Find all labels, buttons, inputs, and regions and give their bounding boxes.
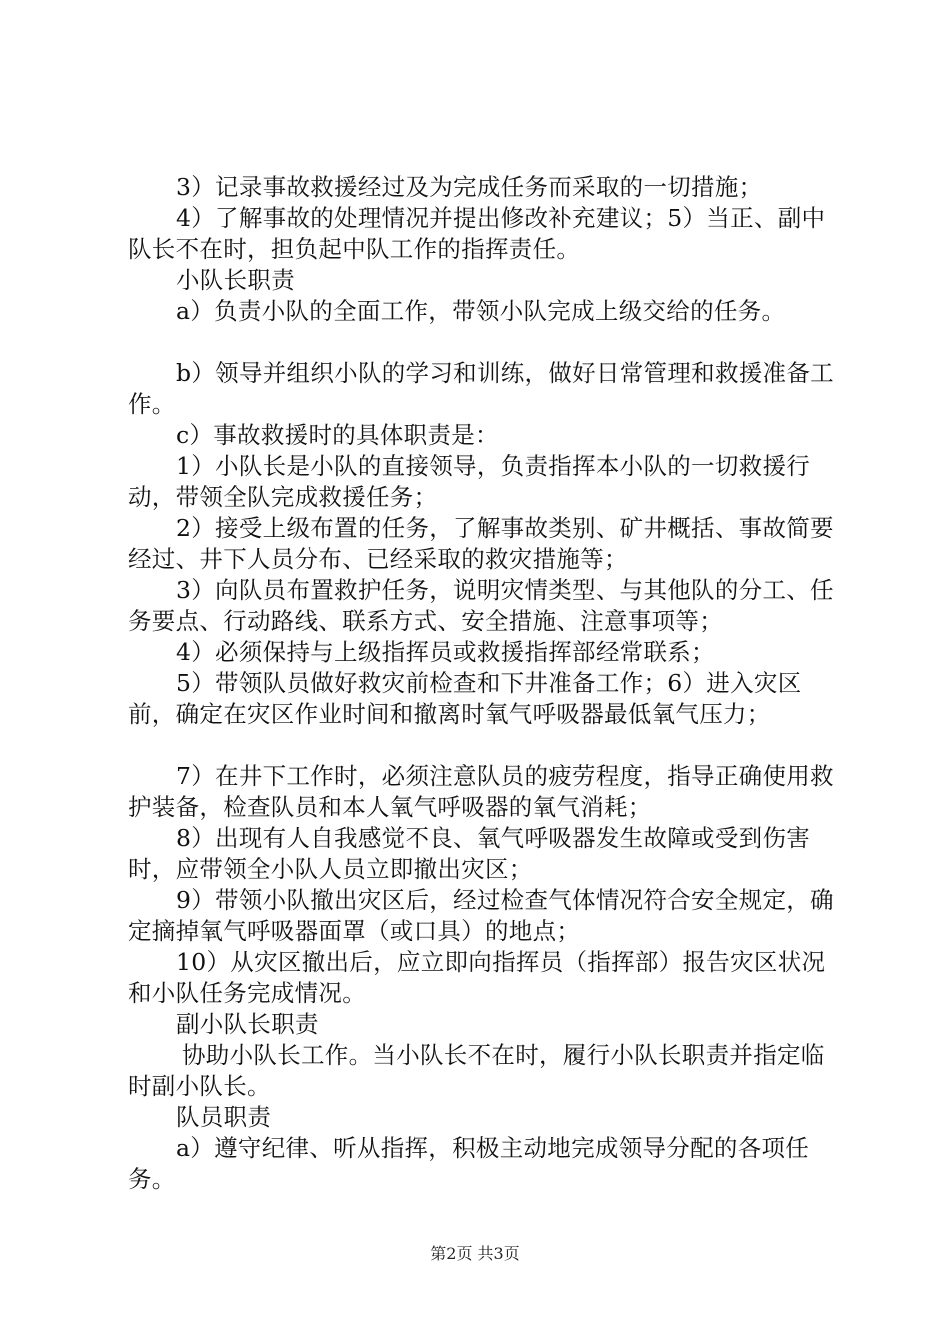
heading-squad-leader-duties: 小队长职责 [176, 266, 295, 294]
paragraph-spacer [128, 327, 840, 358]
paragraph-squad-training: b）领导并组织小队的学习和训练，做好日常管理和救援准备工作。 [128, 359, 834, 418]
paragraph-record-rescue: 3）记录事故救援经过及为完成任务而采取的一切措施； [176, 173, 763, 201]
paragraph-duty-8: 8）出现有人自我感觉不良、氧气呼吸器发生故障或受到伤害时，应带领全小队人员立即撤出灾区； [128, 824, 811, 883]
document-body [128, 172, 840, 1195]
paragraph-duty-7: 7）在井下工作时，必须注意队员的疲劳程度，指导正确使用救护装备，检查队员和本人氧气呼吸器的氧气消耗； [128, 762, 834, 821]
paragraph-specific-duties: c）事故救援时的具体职责是： [176, 421, 499, 449]
heading-deputy-squad-leader-duties: 副小队长职责 [176, 1010, 319, 1038]
paragraph-understand-handling: 4）了解事故的处理情况并提出修改补充建议；5）当正、副中队长不在时，担负起中队工作的指挥责任。 [128, 204, 826, 263]
paragraph-duty-4: 4）必须保持与上级指挥员或救援指挥部经常联系； [176, 638, 715, 666]
paragraph-duty-9: 9）带领小队撤出灾区后，经过检查气体情况符合安全规定，确定摘掉氧气呼吸器面罩（或口具）的地点； [128, 886, 834, 945]
paragraph-duty-10: 10）从灾区撤出后，应立即向指挥员（指挥部）报告灾区状况和小队任务完成情况。 [128, 948, 826, 1007]
paragraph-duty-1: 1）小队长是小队的直接领导，负责指挥本小队的一切救援行动，带领全队完成救援任务； [128, 452, 811, 511]
paragraph-spacer [128, 730, 840, 761]
page-number-footer: 第2页 共3页 [430, 1244, 520, 1263]
paragraph-duty-3: 3）向队员布置救护任务，说明灾情类型、与其他队的分工、任务要点、行动路线、联系方式、安全措施、注意事项等； [128, 576, 834, 635]
paragraph-duty-5-6: 5）带领队员做好救灾前检查和下井准备工作；6）进入灾区前，确定在灾区作业时间和撤离时氧气呼吸器最低氧气压力； [128, 669, 802, 728]
paragraph-member-discipline: a）遵守纪律、听从指挥，积极主动地完成领导分配的各项任务。 [128, 1134, 810, 1193]
paragraph-duty-2: 2）接受上级布置的任务，了解事故类别、矿井概括、事故简要经过、井下人员分布、已经采取的救灾措施等； [128, 514, 834, 573]
paragraph-squad-overall: a）负责小队的全面工作，带领小队完成上级交给的任务。 [176, 297, 786, 325]
heading-member-duties: 队员职责 [176, 1103, 272, 1131]
paragraph-assist-squad-leader: 协助小队长工作。当小队长不在时，履行小队长职责并指定临时副小队长。 [128, 1041, 825, 1100]
